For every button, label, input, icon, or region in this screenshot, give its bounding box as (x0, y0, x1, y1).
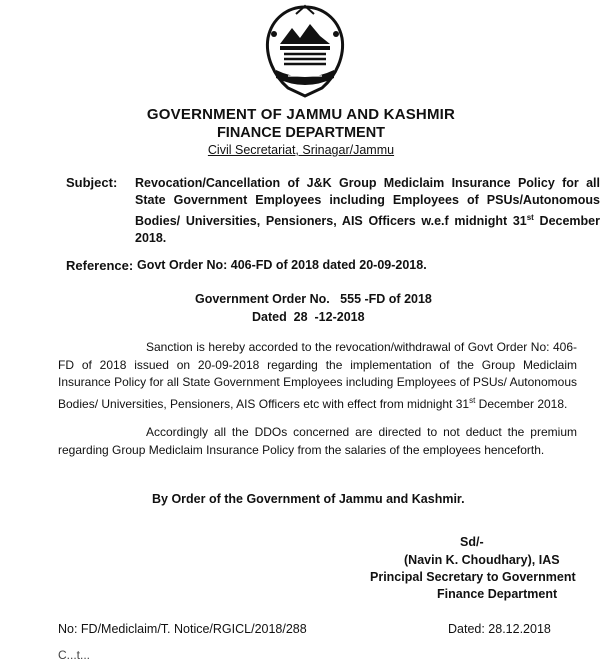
subject-sup: st (526, 213, 534, 222)
body-paragraph-1-sup: st (469, 395, 476, 405)
order-date: Dated 28 -12-2018 (252, 310, 365, 324)
signature-sd: Sd/- (460, 535, 484, 549)
subject-label: Subject: (66, 175, 118, 190)
signatory-designation: Principal Secretary to Government (370, 570, 576, 584)
reference-text: Govt Order No: 406-FD of 2018 dated 20-09-2018. (137, 258, 427, 272)
government-title: GOVERNMENT OF JAMMU AND KASHMIR (146, 106, 456, 123)
order-number: Government Order No. 555 -FD of 2018 (195, 292, 432, 306)
body-paragraph-1-end: December 2018. (475, 396, 568, 411)
subject-text-end: December 2018. (135, 214, 600, 246)
state-emblem-icon (258, 4, 352, 98)
body-paragraph-1 (58, 339, 577, 413)
signatory-name: (Navin K. Choudhary), IAS (404, 553, 560, 567)
address-line: Civil Secretariat, Srinagar/Jammu (207, 143, 395, 157)
cut-off-text: C...t... (58, 648, 91, 662)
reference-number: No: FD/Mediclaim/T. Notice/RGICL/2018/288 (58, 622, 307, 636)
footer-date: Dated: 28.12.2018 (448, 622, 551, 636)
by-order-line: By Order of the Government of Jammu and Kashmir. (152, 492, 465, 506)
body-paragraph-1-main: Sanction is hereby accorded to the revocation/withdrawal of Govt Order No: 406-FD of 2018 issued on 20-09-2018 regarding the implementation of the Group Mediclaim Insurance Policy for all State Government Employees including Employees of PSUs/ Autonomous Bodies/ Universities, Pensioners, AIS Officers etc with effect from midnight 31 (58, 340, 577, 411)
reference-label: Reference: (66, 258, 134, 273)
subject-text-main: Revocation/Cancellation of J&K Group Mediclaim Insurance Policy for all State Government Employees including Employees of PSUs/Autonomous Bodies/ Universities, Pensioners, AIS Officers w.e.f midnight 31 (135, 176, 600, 229)
signatory-department: Finance Department (437, 587, 558, 601)
department-title: FINANCE DEPARTMENT (216, 125, 386, 141)
subject-text (135, 175, 600, 247)
body-paragraph-2: Accordingly all the DDOs concerned are directed to not deduct the premium regarding Group Mediclaim Insurance Policy from the salaries of the employees henceforth. (58, 425, 577, 457)
